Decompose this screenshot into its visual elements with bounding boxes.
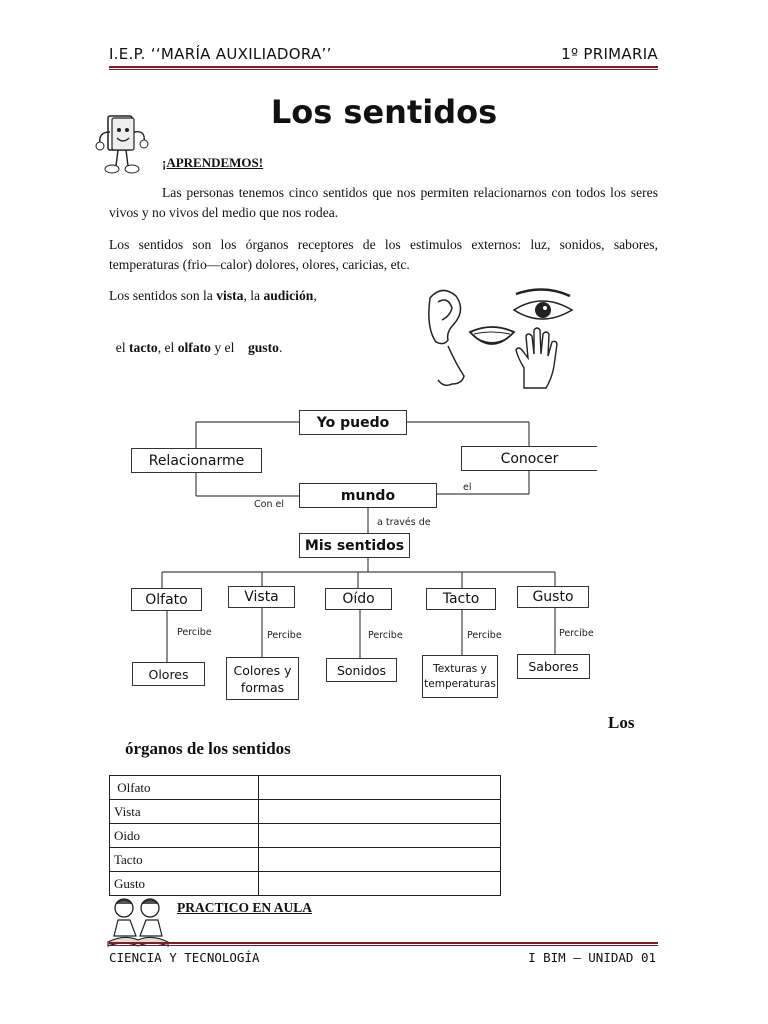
section-aprendemos: ¡APRENDEMOS! bbox=[162, 155, 264, 170]
organ-cell-tacto bbox=[110, 848, 259, 872]
table-row bbox=[110, 776, 501, 800]
organs-table bbox=[109, 775, 501, 896]
footer-subject: CIENCIA Y TECNOLOGÍA bbox=[109, 950, 260, 965]
p3-part: , bbox=[313, 288, 317, 303]
box-mis-sentidos: Mis sentidos bbox=[299, 533, 410, 558]
word-olfato: olfato bbox=[177, 340, 211, 355]
table-row bbox=[110, 824, 501, 848]
organ-cell-oido bbox=[110, 824, 259, 848]
box-sense-olfato: Olfato bbox=[131, 588, 202, 611]
organs-heading-b: órganos de los sentidos bbox=[125, 739, 291, 758]
label-percibe-5: Percibe bbox=[559, 628, 594, 639]
answer-cell[interactable] bbox=[259, 776, 501, 800]
box-relacionarme: Relacionarme bbox=[131, 448, 262, 473]
box-sense-vista: Vista bbox=[228, 586, 295, 608]
table-row bbox=[110, 848, 501, 872]
p4-part: , el bbox=[157, 340, 178, 355]
p3-part: Los sentidos son la bbox=[109, 288, 217, 303]
organ-label: Oido bbox=[114, 827, 140, 843]
label-percibe-1: Percibe bbox=[177, 627, 212, 638]
word-audicion: audición bbox=[263, 288, 314, 303]
page-title: Los sentidos bbox=[270, 93, 498, 131]
organs-heading-a: Los bbox=[608, 713, 635, 732]
box-sense-gusto: Gusto bbox=[517, 586, 589, 608]
box-perception-sonidos: Sonidos bbox=[326, 658, 397, 682]
organ-cell-gusto bbox=[110, 872, 259, 896]
box-perception-olores: Olores bbox=[132, 662, 205, 686]
children-reading-icon bbox=[106, 896, 170, 948]
box-sense-oido: Oído bbox=[325, 588, 392, 610]
organ-label: Vista bbox=[114, 803, 141, 819]
grade-label: 1º PRIMARIA bbox=[561, 45, 658, 63]
footer-unit: I BIM – UNIDAD 01 bbox=[528, 950, 656, 965]
word-vista: vista bbox=[216, 288, 244, 303]
p4-part: . bbox=[278, 340, 283, 355]
box-mundo: mundo bbox=[299, 483, 437, 508]
answer-cell[interactable] bbox=[259, 824, 501, 848]
box-perception-texturas: Texturas y temperaturas bbox=[422, 655, 498, 698]
answer-cell[interactable] bbox=[259, 872, 501, 896]
box-conocer: Conocer bbox=[461, 446, 597, 471]
organ-label: Gusto bbox=[114, 875, 146, 891]
label-percibe-2: Percibe bbox=[267, 630, 302, 641]
organ-label: Tacto bbox=[114, 851, 143, 867]
table-row bbox=[110, 800, 501, 824]
organ-cell-vista bbox=[110, 800, 259, 824]
box-yo-puedo: Yo puedo bbox=[299, 410, 407, 435]
table-row bbox=[110, 872, 501, 896]
word-gusto: gusto bbox=[247, 340, 279, 355]
answer-cell[interactable] bbox=[259, 848, 501, 872]
box-perception-colores: Colores y formas bbox=[226, 657, 299, 700]
p4-part: y el bbox=[210, 340, 248, 355]
organ-cell-olfato bbox=[110, 776, 259, 800]
label-percibe-4: Percibe bbox=[467, 630, 502, 641]
paragraph-1-text: Las personas tenemos cinco sentidos que nos permiten relacionarnos con todos los seres vivos y no vivos del medio que nos rodea. bbox=[109, 185, 658, 220]
box-sense-tacto: Tacto bbox=[426, 588, 496, 610]
school-name: I.E.P. ‘‘MARÍA AUXILIADORA’’ bbox=[109, 45, 332, 63]
label-a-traves-de: a través de bbox=[377, 517, 431, 528]
organ-label: Olfato bbox=[117, 779, 151, 795]
label-el: el bbox=[463, 482, 472, 493]
label-con-el: Con el bbox=[254, 499, 284, 510]
p4-part: el bbox=[115, 340, 130, 355]
box-perception-sabores: Sabores bbox=[517, 654, 590, 679]
label-percibe-3: Percibe bbox=[368, 630, 403, 641]
p3-part: , la bbox=[243, 288, 264, 303]
practice-heading: PRACTICO EN AULA bbox=[177, 900, 313, 915]
answer-cell[interactable] bbox=[259, 800, 501, 824]
footer-rule bbox=[109, 942, 658, 946]
word-tacto: tacto bbox=[129, 340, 158, 355]
paragraph-2-text: Los sentidos son los órganos receptores de los estimulos externos: luz, sonidos, sabores, temperaturas (frio—calor) dolores, olores, caricias, etc. bbox=[109, 237, 658, 272]
